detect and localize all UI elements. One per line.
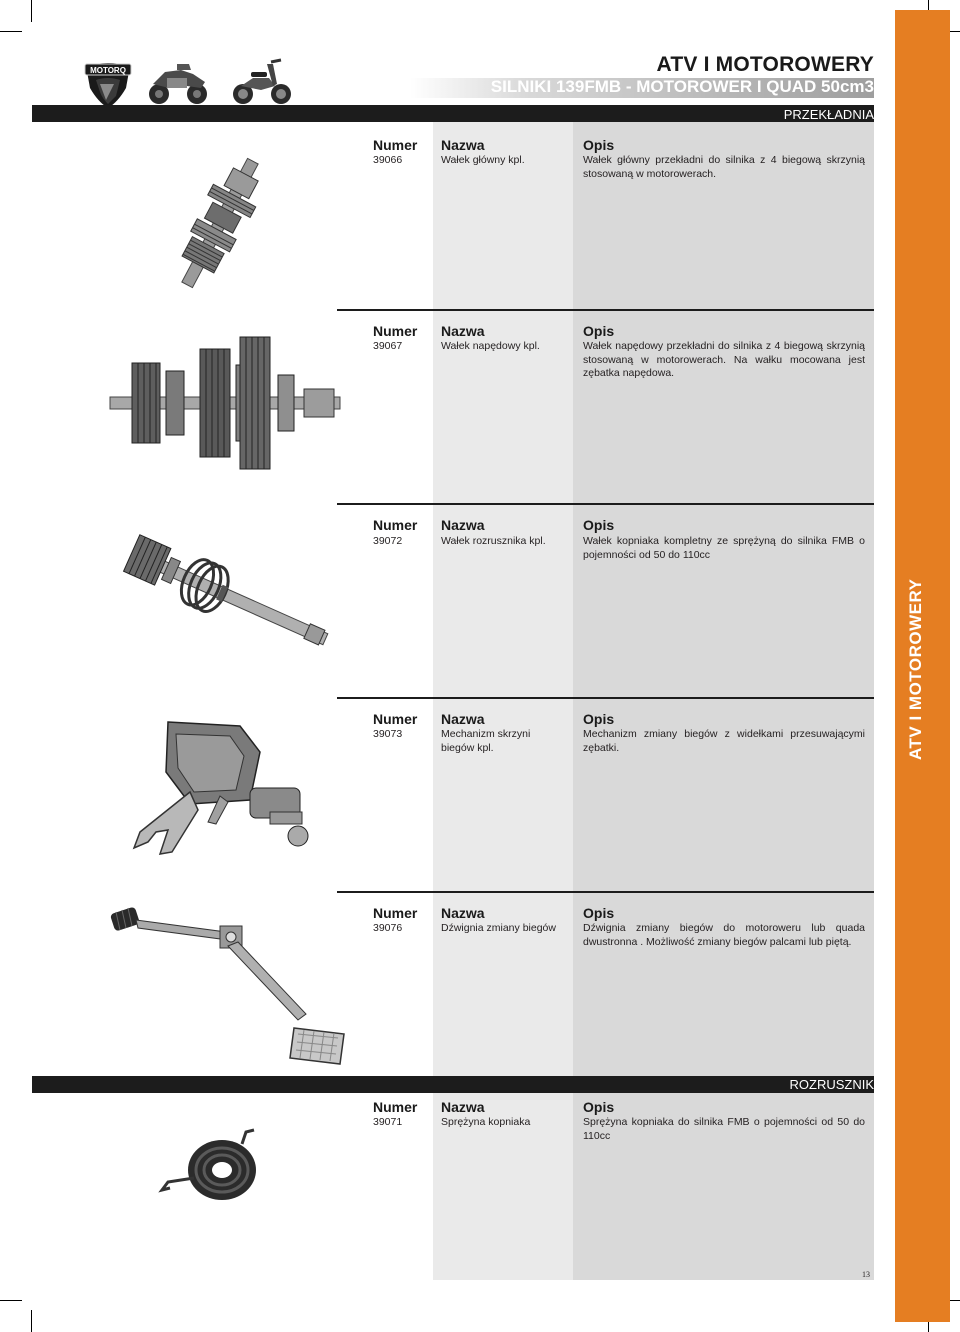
product-name: Dźwignia zmiany biegów xyxy=(441,922,556,934)
product-name: Wałek napędowy kpl. xyxy=(441,340,540,352)
column-header-description: Opis xyxy=(583,137,615,153)
column-header-description: Opis xyxy=(583,905,615,921)
column-header-number: Numer xyxy=(373,905,418,921)
column-header-description: Opis xyxy=(583,711,615,727)
product-number: 39073 xyxy=(373,728,403,740)
product-number: 39071 xyxy=(373,1116,403,1128)
section-label-transmission: PRZEKŁADNIA xyxy=(783,107,874,122)
product-description: Wałek główny przekładni do silnika z 4 biegową skrzynią stosowaną w motorowerach. xyxy=(583,154,865,180)
brand-logo xyxy=(82,58,134,110)
product-description: Mechanizm zmiany biegów z widełkami przesuwającymi zębatki. xyxy=(583,728,865,754)
product-name: Sprężyna kopniaka xyxy=(441,1116,531,1128)
crop-mark xyxy=(0,31,22,32)
main-shaft-image xyxy=(155,155,285,290)
row-divider xyxy=(337,503,874,505)
page-subtitle: SILNIKI 139FMB - MOTOROWER I QUAD 50cm3 xyxy=(490,77,874,96)
column-header-name: Nazwa xyxy=(441,323,485,339)
column-header-description: Opis xyxy=(583,323,615,339)
column-header-number: Numer xyxy=(373,323,418,339)
column-header-number: Numer xyxy=(373,1099,418,1115)
page-number: 13 xyxy=(862,1270,870,1279)
gear-shift-mechanism-image xyxy=(120,712,320,872)
product-number: 39067 xyxy=(373,340,403,352)
product-name: Wałek główny kpl. xyxy=(441,154,525,166)
column-header-number: Numer xyxy=(373,137,418,153)
product-description: Dźwignia zmiany biegów do motoroweru lub quada dwustronna . Możliwość zmiany biegów palcami lub piętą. xyxy=(583,922,865,948)
column-header-name: Nazwa xyxy=(441,905,485,921)
crop-mark xyxy=(0,1300,22,1301)
product-number: 39072 xyxy=(373,535,403,547)
product-description: Wałek napędowy przekładni do silnika z 4 biegową skrzynią stosowaną w motorowerach. Na wałku mocowana jest zębatka napędowa. xyxy=(583,340,865,379)
crop-mark xyxy=(31,1310,32,1332)
kick-start-spring-image xyxy=(158,1128,268,1212)
product-name: Wałek rozrusznika kpl. xyxy=(441,535,546,547)
section-label-starter: ROZRUSZNIK xyxy=(789,1077,874,1092)
column-header-number: Numer xyxy=(373,517,418,533)
page-title: ATV I MOTOROWERY xyxy=(656,53,874,76)
column-header-number: Numer xyxy=(373,711,418,727)
section-bar-starter xyxy=(32,1076,874,1093)
gear-lever-image xyxy=(108,902,358,1072)
product-description: Wałek kopniaka kompletny ze sprężyną do silnika FMB o pojemności od 50 do 110cc xyxy=(583,535,865,561)
row-divider xyxy=(337,697,874,699)
drive-shaft-image xyxy=(108,335,348,470)
side-tab-label: ATV I MOTOROWERY xyxy=(906,578,925,760)
section-bar-transmission xyxy=(32,105,874,122)
svg-text:MOTORQ: MOTORQ xyxy=(90,66,126,75)
atv-icon xyxy=(147,58,209,106)
column-header-name: Nazwa xyxy=(441,517,485,533)
crop-mark xyxy=(31,0,32,22)
description-column-bg xyxy=(573,122,874,1280)
product-number: 39076 xyxy=(373,922,403,934)
kick-start-shaft-image xyxy=(112,530,342,675)
column-header-description: Opis xyxy=(583,517,615,533)
column-header-name: Nazwa xyxy=(441,137,485,153)
product-description: Sprężyna kopniaka do silnika FMB o pojemności od 50 do 110cc xyxy=(583,1116,865,1142)
product-name: Mechanizm skrzyni biegów kpl. xyxy=(441,728,531,754)
column-header-description: Opis xyxy=(583,1099,615,1115)
column-header-name: Nazwa xyxy=(441,1099,485,1115)
product-number: 39066 xyxy=(373,154,403,166)
row-divider xyxy=(337,309,874,311)
scooter-icon xyxy=(231,56,293,106)
column-header-name: Nazwa xyxy=(441,711,485,727)
row-divider xyxy=(337,891,874,893)
